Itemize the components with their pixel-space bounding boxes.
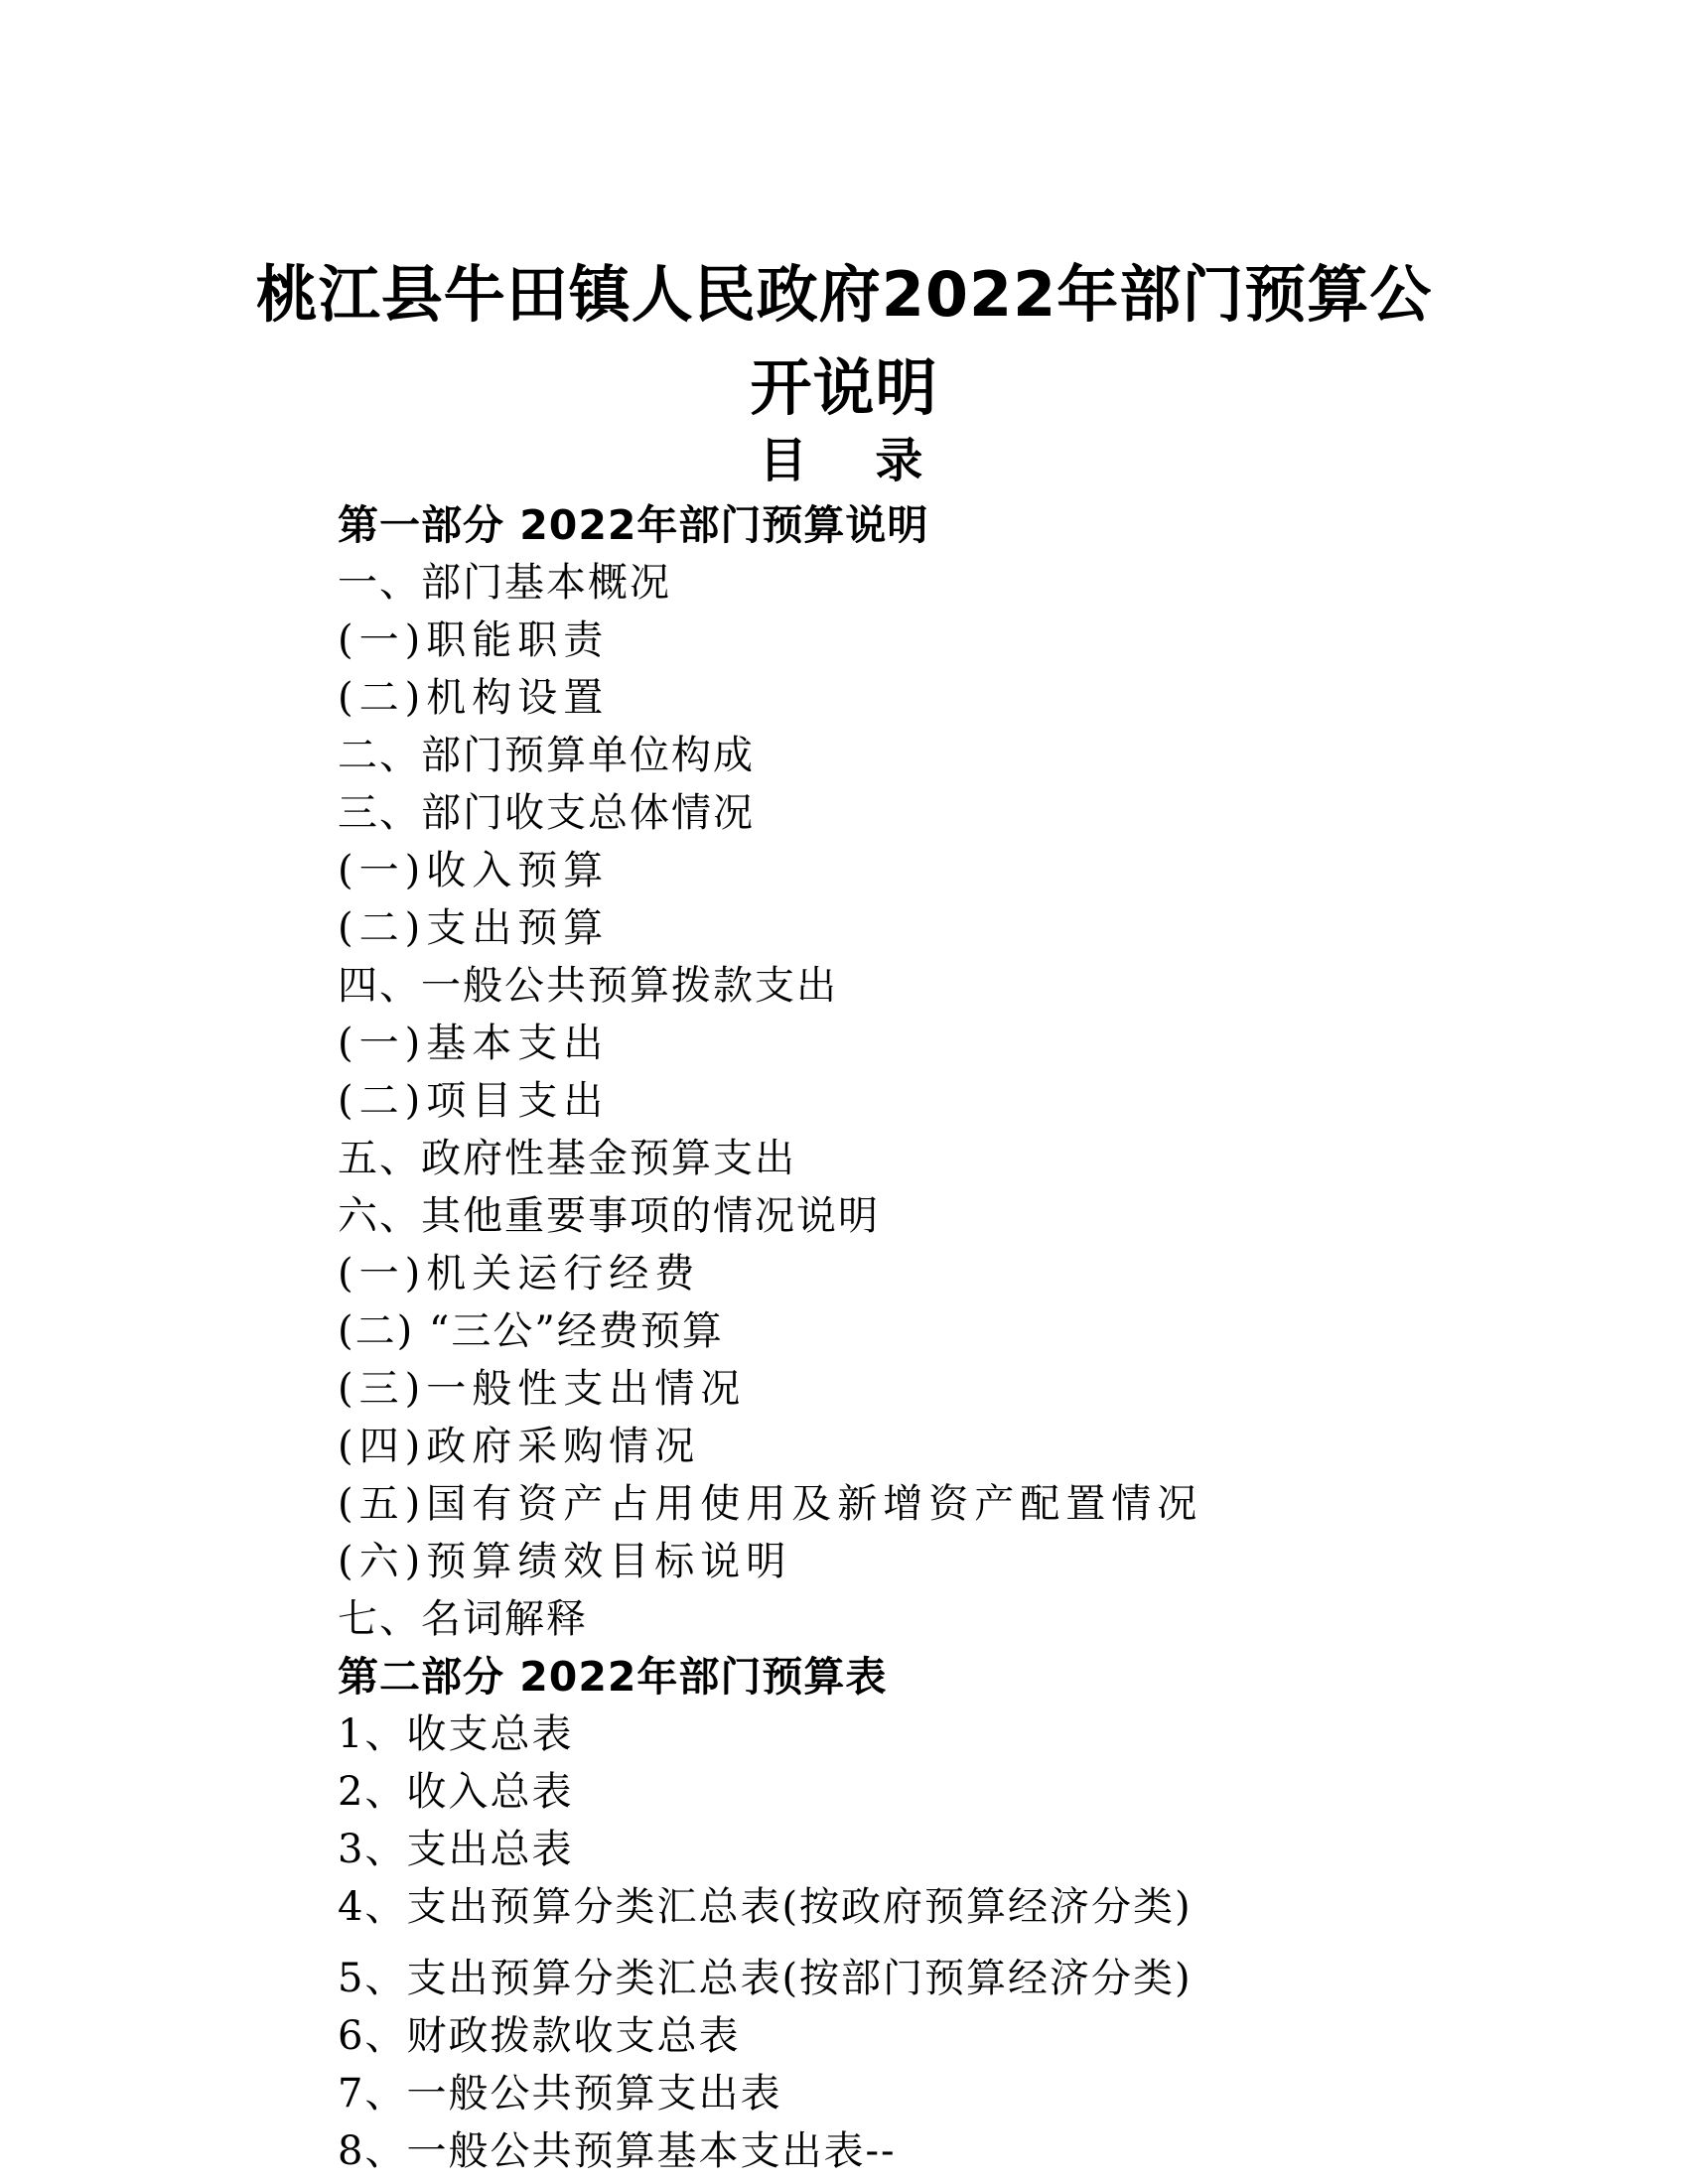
toc-entry: (一)职能职责 xyxy=(338,617,610,663)
title-line-1: 桃江县牛田镇人民政府2022年部门预算公 xyxy=(255,257,1433,331)
toc-entry: 8、一般公共预算基本支出表-- xyxy=(338,2128,897,2174)
document-title xyxy=(0,248,1688,435)
toc-entry: (六)预算绩效目标说明 xyxy=(338,1539,792,1584)
table-of-contents xyxy=(338,496,1628,2180)
toc-entry: 5、支出预算分类汇总表(按部门预算经济分类) xyxy=(338,1956,1193,2001)
toc-entry: 三、部门收支总体情况 xyxy=(338,790,755,836)
toc-entry: (四)政府采购情况 xyxy=(338,1424,701,1469)
toc-entry: 四、一般公共预算拨款支出 xyxy=(338,963,838,1009)
toc-part-heading: 第一部分 2022年部门预算说明 xyxy=(338,501,929,549)
toc-entry: 6、财政拨款收支总表 xyxy=(338,2013,741,2059)
toc-entry: (一)基本支出 xyxy=(338,1021,610,1066)
toc-entry: 五、政府性基金预算支出 xyxy=(338,1136,796,1181)
toc-entry: (二)支出预算 xyxy=(338,905,610,951)
toc-entry: 1、收支总表 xyxy=(338,1711,574,1757)
toc-entry: (五)国有资产占用使用及新增资产配置情况 xyxy=(338,1481,1203,1527)
toc-entry: 2、收入总表 xyxy=(338,1769,574,1815)
toc-entry: 7、一般公共预算支出表 xyxy=(338,2071,782,2116)
toc-heading: 目 录 xyxy=(759,433,949,488)
toc-entry: 六、其他重要事项的情况说明 xyxy=(338,1193,880,1239)
toc-entry: (二) “三公”经费预算 xyxy=(338,1308,724,1354)
toc-entry: (二)机构设置 xyxy=(338,675,610,721)
title-line-2: 开说明 xyxy=(750,350,938,424)
toc-part-heading: 第二部分 2022年部门预算表 xyxy=(338,1653,888,1701)
toc-entry: 4、支出预算分类汇总表(按政府预算经济分类) xyxy=(338,1884,1193,1930)
toc-entry: (一)收入预算 xyxy=(338,848,610,893)
toc-entry: 二、部门预算单位构成 xyxy=(338,733,755,778)
toc-entry: (三)一般性支出情况 xyxy=(338,1366,747,1412)
toc-entry: (二)项目支出 xyxy=(338,1078,610,1124)
toc-entry: 七、名词解释 xyxy=(338,1596,588,1642)
toc-entry: 3、支出总表 xyxy=(338,1827,574,1872)
toc-entry: 一、部门基本概况 xyxy=(338,560,671,606)
toc-entry: (一)机关运行经费 xyxy=(338,1251,701,1297)
